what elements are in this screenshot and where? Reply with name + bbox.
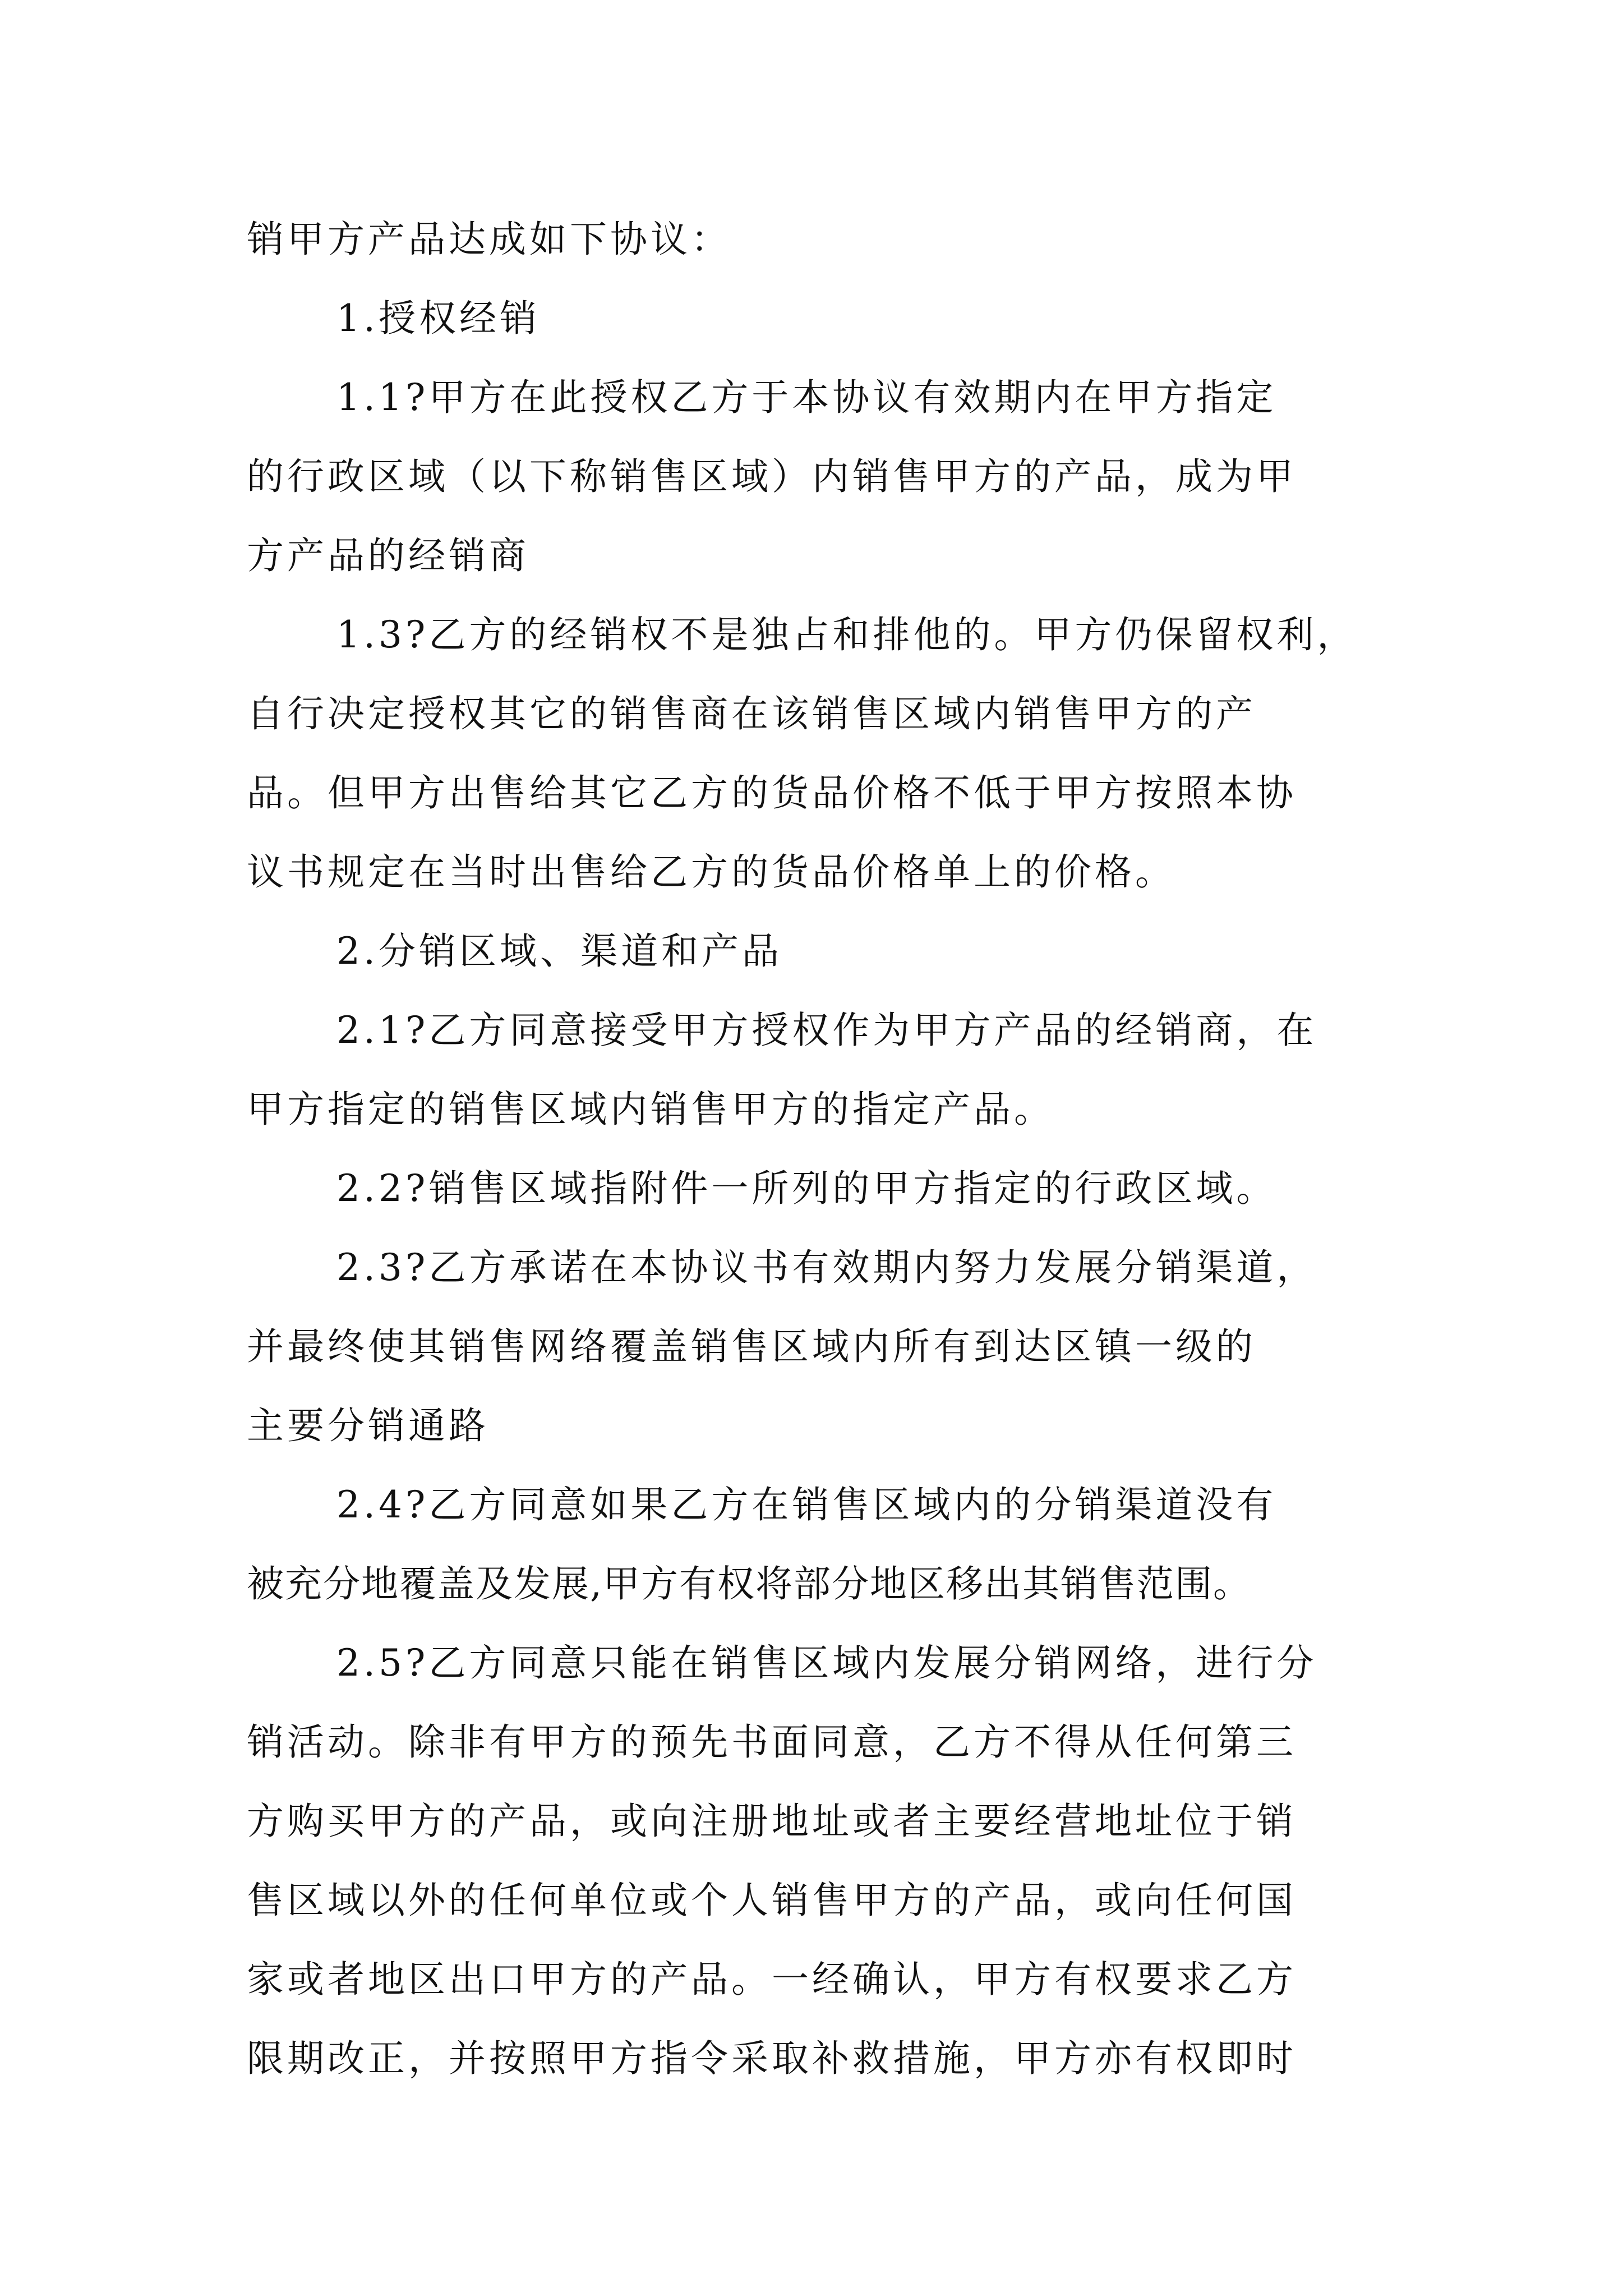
text-line: 议书规定在当时出售给乙方的货品价格单上的价格。 [247, 850, 1175, 894]
clause-line: 1.1?甲方在此授权乙方于本协议有效期内在甲方指定 [336, 376, 1277, 419]
clause-line: 2.1?乙方同意接受甲方授权作为甲方产品的经销商，在 [336, 1009, 1317, 1052]
text-line: 限期改正，并按照甲方指令采取补救措施，甲方亦有权即时 [247, 2037, 1297, 2080]
text-line: 家或者地区出口甲方的产品。一经确认，甲方有权要求乙方 [247, 1958, 1297, 2001]
text-line: 销活动。除非有甲方的预先书面同意，乙方不得从任何第三 [247, 1720, 1297, 1764]
text-line: 销甲方产品达成如下协议： [247, 218, 731, 261]
text-line: 主要分销通路 [247, 1404, 489, 1447]
text-line: 售区域以外的任何单位或个人销售甲方的产品，或向任何国 [247, 1879, 1297, 1922]
clause-line: 2.4?乙方同意如果乙方在销售区域内的分销渠道没有 [336, 1483, 1277, 1526]
section-heading: 2.分销区域、渠道和产品 [336, 930, 782, 973]
text-line: 方产品的经销商 [247, 534, 529, 577]
clause-line: 2.5?乙方同意只能在销售区域内发展分销网络，进行分 [336, 1641, 1317, 1685]
text-line: 自行决定授权其它的销售商在该销售区域内销售甲方的产 [247, 692, 1256, 735]
text-line: 甲方指定的销售区域内销售甲方的指定产品。 [247, 1088, 1054, 1131]
text-line: 的行政区域（以下称销售区域）内销售甲方的产品，成为甲 [247, 455, 1297, 498]
text-line: 并最终使其销售网络覆盖销售区域内所有到达区镇一级的 [247, 1325, 1256, 1368]
section-heading: 1.授权经销 [336, 297, 540, 340]
clause-line: 2.3?乙方承诺在本协议书有效期内努力发展分销渠道， [336, 1246, 1317, 1289]
text-line: 被充分地覆盖及发展,甲方有权将部分地区移出其销售范围。 [247, 1562, 1251, 1605]
text-line: 品。但甲方出售给其它乙方的货品价格不低于甲方按照本协 [247, 771, 1297, 815]
clause-line: 1.3?乙方的经销权不是独占和排他的。甲方仍保留权利， [336, 613, 1358, 656]
text-line: 方购买甲方的产品，或向注册地址或者主要经营地址位于销 [247, 1800, 1297, 1843]
clause-line: 2.2?销售区域指附件一所列的甲方指定的行政区域。 [336, 1167, 1277, 1210]
